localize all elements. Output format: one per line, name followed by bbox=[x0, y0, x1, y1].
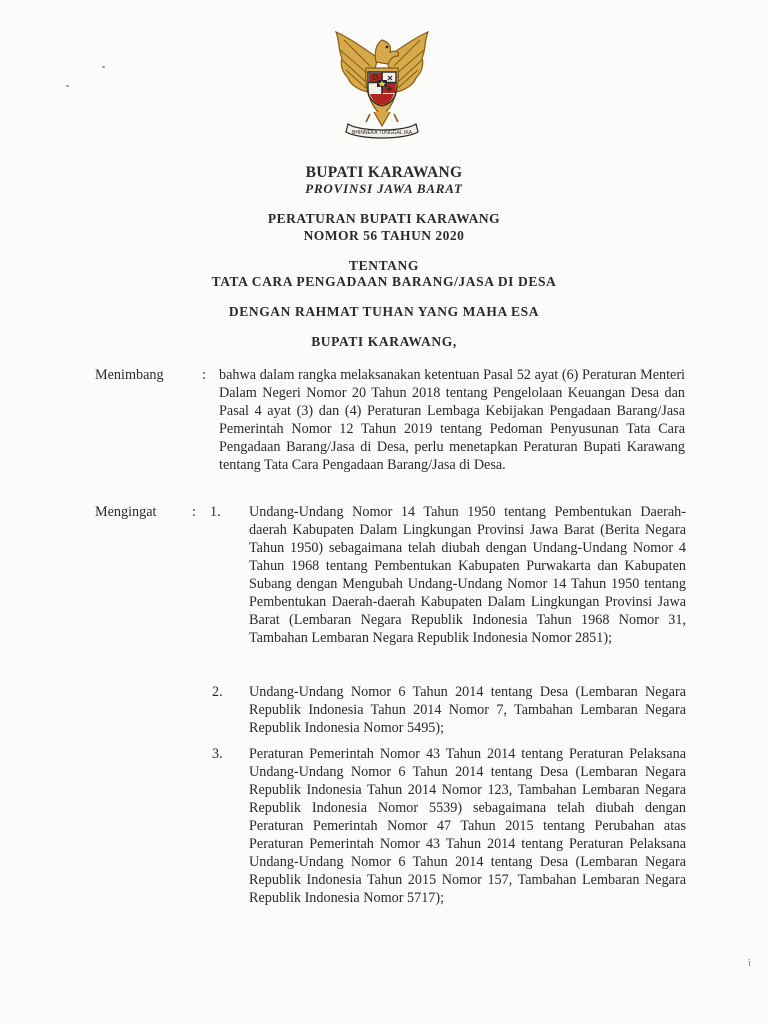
regulation-title: PERATURAN BUPATI KARAWANG bbox=[267, 211, 501, 226]
page-mark: i bbox=[748, 958, 751, 969]
mengingat-item-number: 2. bbox=[212, 684, 223, 700]
about-label: TENTANG bbox=[349, 258, 419, 273]
scan-speck bbox=[66, 85, 69, 87]
menimbang-colon: : bbox=[202, 367, 206, 383]
scan-speck bbox=[102, 66, 105, 68]
mengingat-item-number: 1. bbox=[210, 504, 221, 520]
issuer-title: BUPATI KARAWANG bbox=[305, 164, 463, 181]
garuda-pancasila-emblem-icon bbox=[330, 28, 434, 140]
mengingat-colon: : bbox=[192, 504, 196, 520]
menimbang-label: Menimbang bbox=[95, 367, 164, 383]
invocation: DENGAN RAHMAT TUHAN YANG MAHA ESA bbox=[228, 304, 540, 319]
mengingat-label: Mengingat bbox=[95, 504, 157, 520]
mengingat-item-text: Undang-Undang Nomor 6 Tahun 2014 tentang Desa (Lembaran Negara Republik Indonesia Tahun 2014 Nomor 7, Tambahan Lembaran Negara Republik Indonesia Nomor 5495); bbox=[249, 684, 686, 736]
regulation-subject: TATA CARA PENGADAAN BARANG/JASA DI DESA bbox=[211, 274, 557, 289]
mengingat-item-text: Undang-Undang Nomor 14 Tahun 1950 tentang Pembentukan Daerah-daerah Kabupaten Dalam Lingkungan Provinsi Jawa Barat (Berita Negara Tahun 1950) sebagaimana telah diubah dengan Undang-Undang Nomor 4 Tahun 1968 tentang Pembentukan Kabupaten Purwakarta dan Kabupaten Subang dengan Mengubah Undang-Undang Nomor 14 Tahun 1950 tentang Pembentukan Daerah-daerah Kabupaten Dalam Lingkungan Provinsi Jawa Barat (Lembaran Negara Republik Indonesia Tahun 1968 Nomor 31, Tambahan Lembaran Negara Republik Indonesia Nomor 2851); bbox=[249, 504, 686, 646]
menimbang-text: bahwa dalam rangka melaksanakan ketentuan Pasal 52 ayat (6) Peraturan Menteri Dalam Negeri Nomor 20 Tahun 2018 tentang Pengelolaan Keuangan Desa dan Pasal 4 ayat (3) dan (4) Peraturan Lembaga Kebijakan Pengadaan Barang/Jasa Pemerintah Nomor 12 Tahun 2019 tentang Pedoman Penyusunan Tata Cara Pengadaan Barang/Jasa di Desa, perlu menetapkan Peraturan Bupati Karawang tentang Tata Cara Pengadaan Barang/Jasa di Desa. bbox=[219, 367, 685, 473]
emblem-motto: BHINNEKA TUNGGAL IKA bbox=[351, 130, 413, 136]
regulation-number: NOMOR 56 TAHUN 2020 bbox=[303, 228, 465, 243]
issuer-signature-heading: BUPATI KARAWANG, bbox=[311, 334, 457, 349]
mengingat-item-number: 3. bbox=[212, 746, 223, 762]
mengingat-item-text: Peraturan Pemerintah Nomor 43 Tahun 2014 tentang Peraturan Pelaksana Undang-Undang Nomor 6 Tahun 2014 tentang Desa (Lembaran Negara Republik Indonesia Tahun 2014 Nomor 123, Tambahan Lembaran Negara Republik Indonesia Nomor 5539) sebagaimana telah diubah dengan Peraturan Pemerintah Nomor 47 Tahun 2015 tentang Perubahan atas Peraturan Pemerintah Nomor 43 Tahun 2014 tentang Peraturan Pelaksana Undang-Undang Nomor 6 Tahun 2014 tentang Desa (Lembaran Negara Republik Indonesia Tahun 2015 Nomor 157, Tambahan Lembaran Negara Republik Indonesia Nomor 5717); bbox=[249, 746, 686, 906]
province-title: PROVINSI JAWA BARAT bbox=[305, 181, 463, 196]
